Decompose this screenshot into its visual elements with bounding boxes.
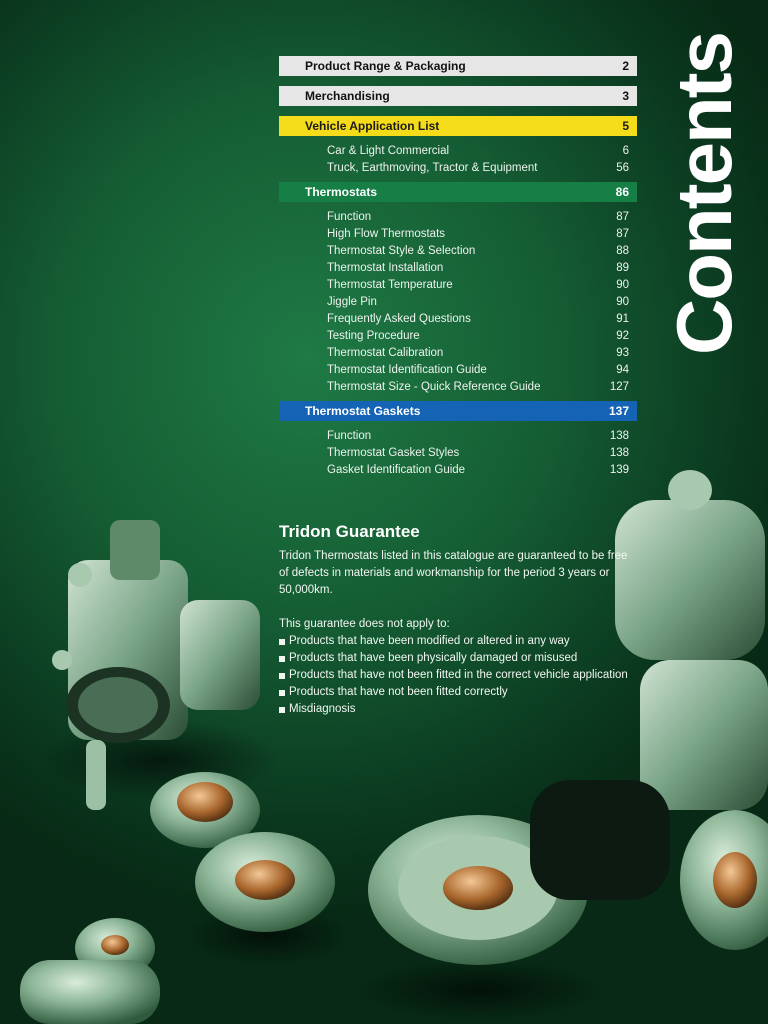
toc-item[interactable] [279, 259, 637, 276]
toc-item-label: Car & Light Commercial [327, 144, 450, 157]
toc-item-label: Function [327, 210, 372, 223]
toc-section-label: Merchandising [305, 89, 390, 103]
guarantee-heading: Tridon Guarantee [279, 522, 420, 541]
toc-item-page: 90 [616, 295, 629, 308]
toc-section-page: 86 [615, 185, 629, 199]
toc-section-label: Thermostats [305, 185, 378, 199]
toc-item-page: 127 [609, 380, 629, 393]
toc-item-page: 93 [616, 346, 629, 359]
toc-item-page: 138 [609, 429, 629, 442]
guarantee-intro: Tridon Thermostats listed in this catalogue are guaranteed to be free of defects in materials and workmanship for the period 3 years or 50,000km. [279, 550, 628, 596]
toc-item-label: Jiggle Pin [327, 295, 377, 308]
toc-section-header[interactable] [279, 182, 637, 202]
guarantee-exclusion-intro: This guarantee does not apply to: [279, 618, 450, 630]
toc-item[interactable] [279, 427, 637, 444]
toc-item-label: Thermostat Temperature [327, 278, 453, 291]
toc-item-label: Thermostat Style & Selection [327, 244, 476, 257]
thermostat-housing-left [40, 520, 280, 810]
toc-item[interactable] [279, 225, 637, 242]
toc-section-label: Product Range & Packaging [305, 59, 466, 73]
toc-item[interactable] [279, 344, 637, 361]
toc-item-page: 138 [609, 446, 629, 459]
toc-subitems [279, 142, 637, 176]
toc-item-page: 56 [616, 161, 629, 174]
toc-item-label: Frequently Asked Questions [327, 312, 471, 325]
toc-item[interactable] [279, 327, 637, 344]
thermostat-small-3 [20, 918, 160, 1024]
toc-item-page: 88 [616, 244, 629, 257]
toc-item-page: 6 [622, 144, 629, 157]
table-of-contents [279, 56, 637, 484]
guarantee-exclusion-item: Products that have not been fitted correctly [279, 684, 639, 701]
guarantee-exclusion-item: Products that have been modified or altered in any way [279, 633, 639, 650]
toc-subitems [279, 208, 637, 395]
guarantee-spacer [279, 599, 639, 616]
toc-item[interactable] [279, 378, 637, 395]
toc-item-page: 87 [616, 210, 629, 223]
toc-item[interactable] [279, 142, 637, 159]
toc-item-page: 139 [609, 463, 629, 476]
toc-section-page: 5 [622, 119, 629, 133]
guarantee-section [279, 522, 639, 718]
guarantee-exclusion-item: Products that have been physically damaged or misused [279, 650, 639, 667]
toc-item-page: 92 [616, 329, 629, 342]
toc-item[interactable] [279, 361, 637, 378]
toc-item-label: Function [327, 429, 372, 442]
toc-item-page: 91 [616, 312, 629, 325]
guarantee-exclusion-item: Misdiagnosis [279, 701, 639, 718]
contents-title-text: Contents [660, 33, 749, 355]
toc-item-label: Thermostat Size - Quick Reference Guide [327, 380, 541, 393]
toc-item[interactable] [279, 461, 637, 478]
toc-item-page: 87 [616, 227, 629, 240]
toc-item-label: Thermostat Gasket Styles [327, 446, 460, 459]
toc-section-page: 2 [622, 59, 629, 73]
toc-section-page: 3 [622, 89, 629, 103]
toc-item-page: 94 [616, 363, 629, 376]
toc-item-label: Truck, Earthmoving, Tractor & Equipment [327, 161, 538, 174]
toc-section-header[interactable] [279, 56, 637, 76]
toc-section-page: 137 [608, 404, 629, 418]
toc-section-label: Vehicle Application List [305, 119, 440, 133]
toc-item[interactable] [279, 208, 637, 225]
toc-item[interactable] [279, 444, 637, 461]
toc-item[interactable] [279, 242, 637, 259]
toc-section-header[interactable] [279, 86, 637, 106]
toc-item-label: High Flow Thermostats [327, 227, 446, 240]
toc-item[interactable] [279, 159, 637, 176]
toc-item[interactable] [279, 293, 637, 310]
toc-section-header[interactable] [279, 116, 637, 136]
toc-subitems [279, 427, 637, 478]
toc-section-label: Thermostat Gaskets [305, 404, 421, 418]
contents-title [650, 33, 758, 355]
toc-item-label: Thermostat Installation [327, 261, 444, 274]
toc-item-label: Thermostat Identification Guide [327, 363, 487, 376]
thermostat-small-2 [188, 832, 348, 965]
toc-item-label: Thermostat Calibration [327, 346, 444, 359]
guarantee-exclusion-item: Products that have not been fitted in the correct vehicle application [279, 667, 639, 684]
toc-item[interactable] [279, 310, 637, 327]
toc-item-label: Gasket Identification Guide [327, 463, 466, 476]
toc-item-label: Testing Procedure [327, 329, 420, 342]
guarantee-exclusions-list [279, 633, 639, 718]
toc-item-page: 90 [616, 278, 629, 291]
toc-section-header[interactable] [279, 401, 637, 421]
toc-item[interactable] [279, 276, 637, 293]
toc-item-page: 89 [616, 261, 629, 274]
